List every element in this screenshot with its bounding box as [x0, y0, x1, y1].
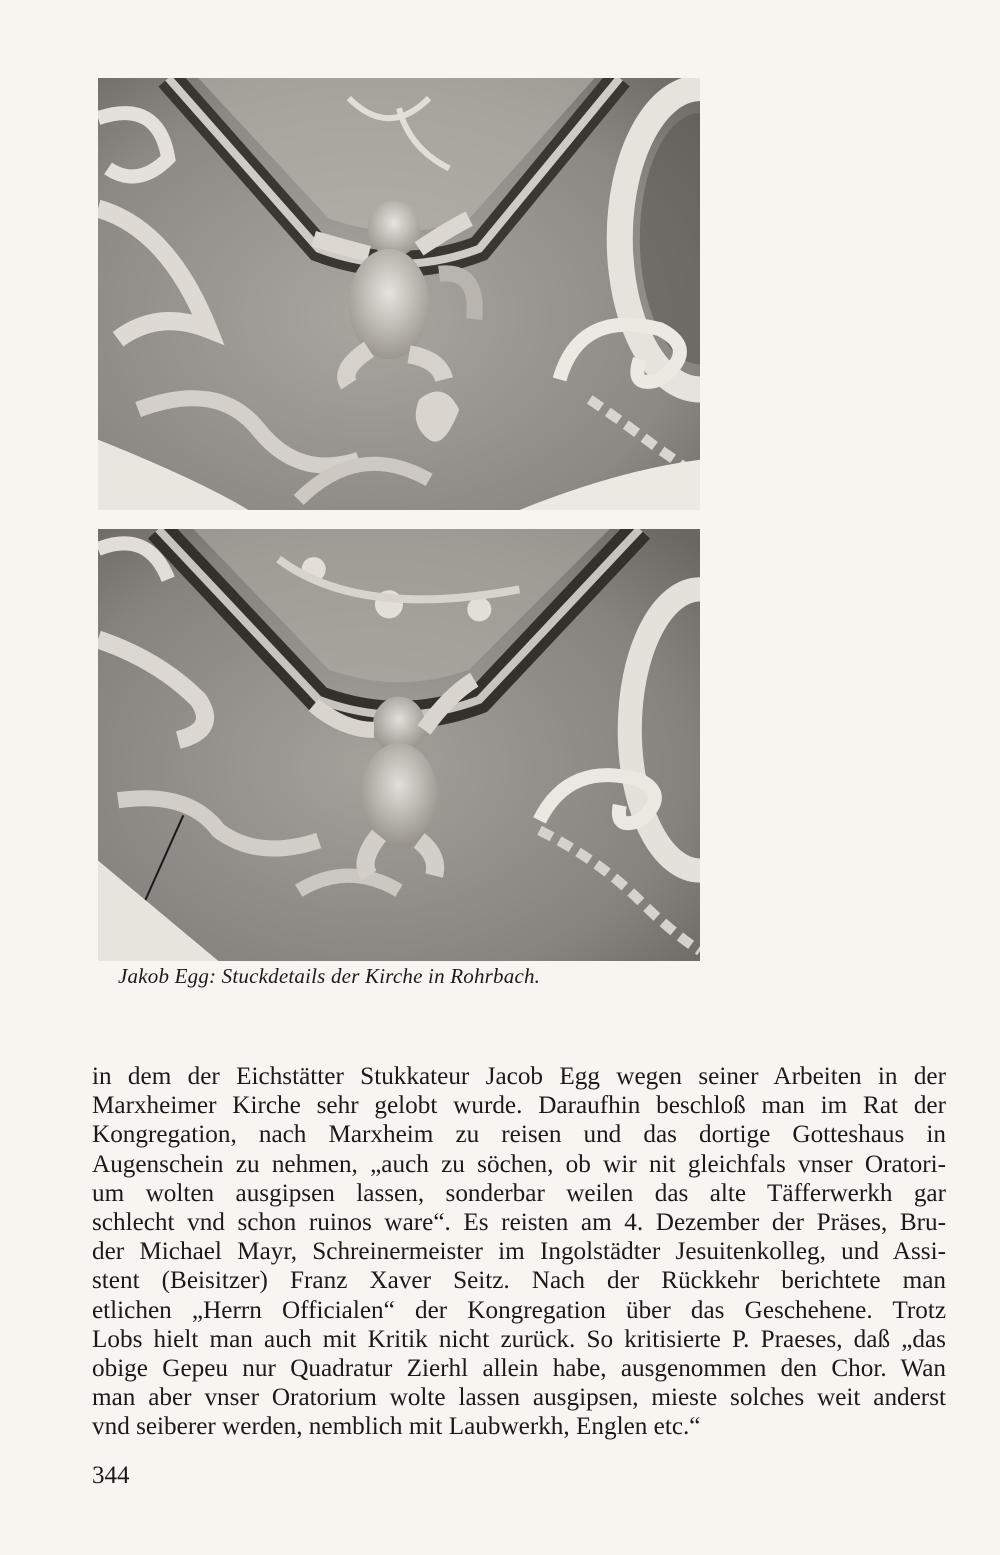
stucco-photo-top	[98, 78, 700, 510]
stucco-photo-bottom	[98, 529, 700, 961]
body-line: Kongregation, nach Marxheim zu reisen und das dortige Gotteshaus in	[92, 1121, 946, 1149]
figure-caption: Jakob Egg: Stuckdetails der Kirche in Rohrbach.	[118, 964, 541, 988]
body-line: etlichen „Herrn Officialen“ der Kongregation über das Geschehene. Trotz	[92, 1296, 946, 1324]
body-line: um wolten ausgipsen lassen, sonderbar weilen das alte Täfferwerkh gar	[92, 1179, 946, 1207]
body-line: Augenschein zu nehmen, „auch zu söchen, ob wir nit gleichfals vnser Oratori-	[92, 1150, 946, 1178]
body-line: in dem der Eichstätter Stukkateur Jacob Egg wegen seiner Arbeiten in der	[92, 1063, 946, 1090]
page-number: 344	[92, 1462, 130, 1489]
body-line: obige Gepeu nur Quadratur Zierhl allein habe, ausgenommen den Chor. Wan	[92, 1355, 946, 1383]
stucco-photo-top-image	[98, 78, 700, 510]
body-line: schlecht vnd schon ruinos ware“. Es reisten am 4. Dezember der Präses, Bru-	[92, 1209, 946, 1237]
body-line: Marxheimer Kirche sehr gelobt wurde. Daraufhin beschloß man im Rat der	[92, 1092, 946, 1120]
body-line: Lobs hielt man auch mit Kritik nicht zurück. So kritisierte P. Praeses, daß „das	[92, 1325, 946, 1353]
body-line: der Michael Mayr, Schreinermeister im Ingolstädter Jesuitenkolleg, und Assi-	[92, 1238, 946, 1266]
body-line: vnd seiberer werden, nemblich mit Laubwerkh, Englen etc.“	[92, 1413, 701, 1441]
body-line: man aber vnser Oratorium wolte lassen ausgipsen, mieste solches weit anderst	[92, 1384, 946, 1412]
stucco-photo-bottom-image	[98, 529, 700, 961]
body-line: stent (Beisitzer) Franz Xaver Seitz. Nach der Rückkehr berichtete man	[92, 1267, 946, 1295]
body-paragraph	[92, 1062, 946, 1442]
